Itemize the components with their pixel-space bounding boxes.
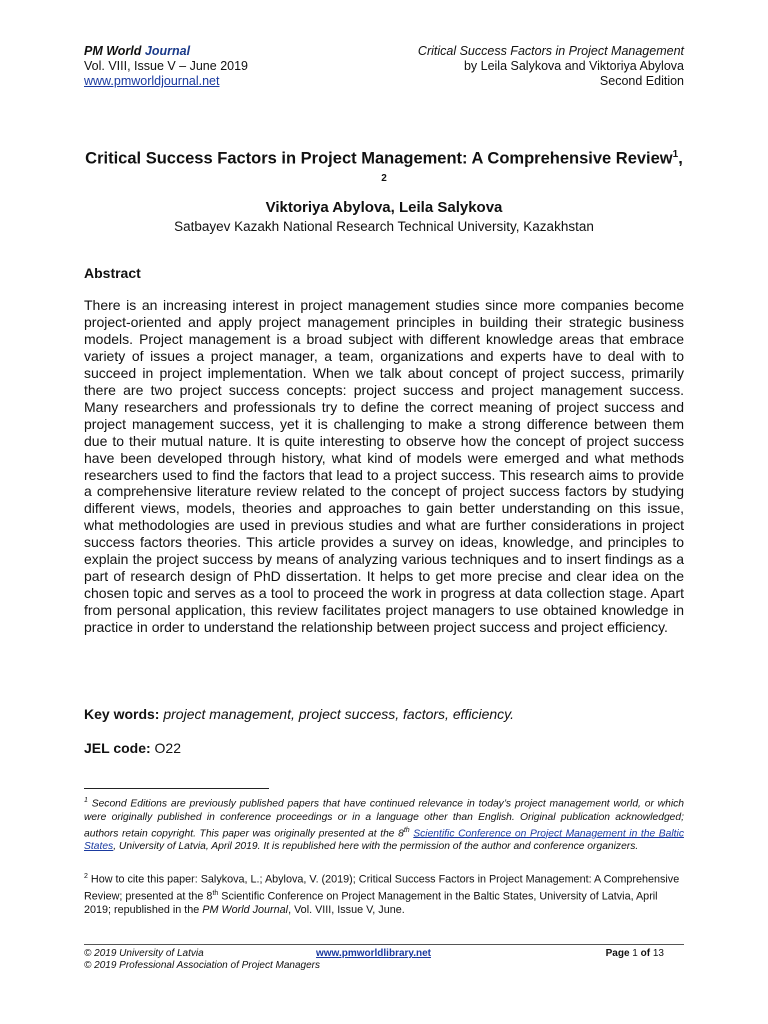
keywords-value: project management, project success, factors, efficiency. xyxy=(163,706,515,722)
footer-copyright-1: © 2019 University of Latvia xyxy=(84,948,204,959)
article-title-text: Critical Success Factors in Project Management: A Comprehensive Review xyxy=(85,149,673,168)
author-line xyxy=(84,199,684,217)
jel-label: JEL code: xyxy=(84,740,151,756)
journal-prefix: PM World xyxy=(84,44,145,58)
conference-link[interactable]: Scientific Conference on Project Management in the Baltic States xyxy=(84,828,684,853)
footer-divider xyxy=(84,944,684,945)
footnote-2-text-b: Scientific Conference on Project Management in the Baltic States, University of Latvia, April 2019; republished in the xyxy=(84,890,658,916)
footnote-1 xyxy=(84,794,684,853)
footnote-2-mark: 2 xyxy=(84,873,88,880)
footnote-2-sup: th xyxy=(212,889,219,897)
running-authors: by Leila Salykova and Viktoriya Abylova xyxy=(463,59,684,73)
author-2: Leila Salykova xyxy=(399,199,503,216)
page-total: 13 xyxy=(652,948,664,959)
affiliation: Satbayev Kazakh National Research Technical University, Kazakhstan xyxy=(174,219,594,234)
footnote-2-text-c: , Vol. VIII, Issue V, June. xyxy=(288,903,405,916)
footnote-1-text-b: , University of Latvia, April 2019. It is republished here with the permission of the author and conference organizers. xyxy=(113,841,639,853)
library-url-link[interactable]: www.pmworldlibrary.net xyxy=(316,948,432,959)
footnote-1-text-a: Second Editions are previously published papers that have continued relevance in today’s project management world, or which were originally published in conference proceedings or in a language other than English. Original publication acknowledged; authors retain copyright. This paper was originally presented at the 8 xyxy=(84,798,684,840)
keywords-label: Key words: xyxy=(84,706,160,722)
footnote-2-text-a: How to cite this paper: Salykova, L.; Abylova, V. (2019); Critical Success Factors in Project Management: A Comprehensive Review; presented at the 8 xyxy=(84,873,680,903)
author-1: Viktoriya Abylova xyxy=(265,199,391,216)
author-sep: , xyxy=(390,199,399,216)
jel-code xyxy=(84,740,181,756)
jel-value: O22 xyxy=(154,740,182,756)
journal-word: Journal xyxy=(144,44,191,58)
footnote-2-journal: PM World Journal xyxy=(202,903,289,916)
keywords xyxy=(84,706,684,722)
issue-line: Vol. VIII, Issue V – June 2019 xyxy=(84,59,248,73)
footnote-1-mark: 1 xyxy=(84,797,88,804)
title-ref-2[interactable]: 2 xyxy=(381,172,387,184)
article-title xyxy=(84,145,684,192)
footnote-1-sup: th xyxy=(403,826,410,834)
footnote-2 xyxy=(84,870,684,917)
abstract-body: There is an increasing interest in project management studies since more companies become project-oriented and apply project management principles in building their strategic business models. Project management is a broad subject with different knowledge areas that embrace variety of issues a project manager, a team, organizations and experts have to deal with to succeed in project implementation. When we talk about concept of project success, primarily there are two project success concepts: project success and project management success. Many researchers and professionals try to define the correct meaning of project success and project management success, yet it is challenging to make a strong difference between them due to their mutual nature. It is quite interesting to observe how the concept of project success have been developed through history, what kind of models were emerged and what methods researchers used to find the factors that lead to a project success. This research aims to provide a comprehensive literature review related to the concept of project success factors by studying different views, models, theories and approaches to gain better understanding on this issue, what methodologies are used in previous studies and what are further considerations in project success factors theories. This article provides a survey on ideas, knowledge, and principles to explain the project success by means of analyzing various techniques and to insert findings as a part of research design of PhD dissertation. It helps to get more precise and clear idea on the chosen topic and serves as a tool to proceed the work in progress at data collection stage. Apart from personal application, this review facilitates project managers to use obtained knowledge in practice in order to understand the relationship between project success and project efficiency. xyxy=(84,297,684,636)
title-ref-sep: , xyxy=(678,149,683,168)
edition-label: Second Edition xyxy=(599,74,684,88)
footer-copyright-2: © 2019 Professional Association of Project Managers xyxy=(84,960,321,971)
page-number xyxy=(606,948,664,960)
title-ref-1[interactable]: 1 xyxy=(672,149,679,160)
page-label: Page xyxy=(605,948,630,959)
header-right xyxy=(418,44,684,89)
journal-name xyxy=(84,44,248,59)
journal-url-link[interactable]: www.pmworldjournal.net xyxy=(84,74,220,88)
running-title: Critical Success Factors in Project Management xyxy=(417,44,684,58)
abstract-heading: Abstract xyxy=(84,265,141,281)
header-left xyxy=(84,44,248,89)
page-current: 1 xyxy=(632,948,638,959)
page-of: of xyxy=(640,948,651,959)
footnote-divider xyxy=(84,788,269,789)
